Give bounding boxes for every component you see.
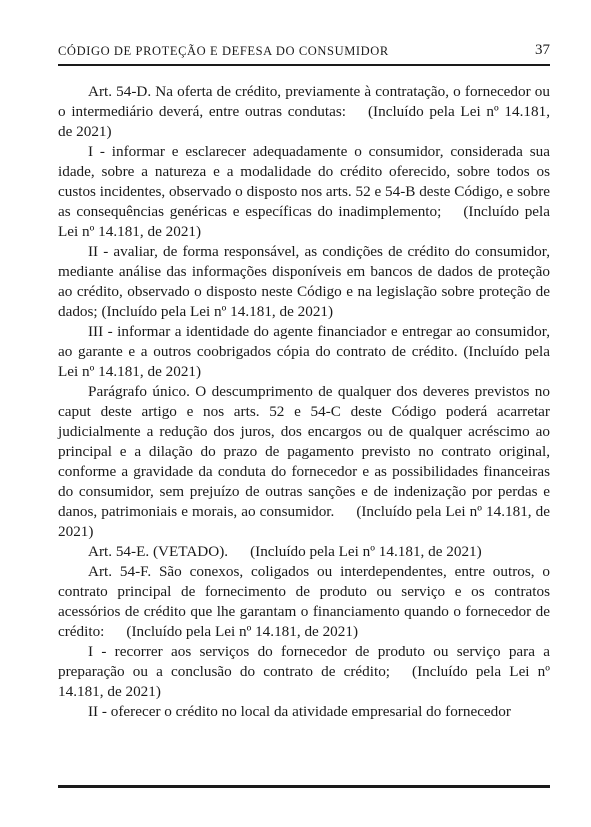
- amendment-note: (Incluído pela Lei nº 14.181, de 2021): [58, 663, 550, 700]
- amendment-note: (Incluído pela Lei nº 14.181, de 2021): [58, 203, 551, 240]
- paragraph-54f-item-ii: [58, 702, 550, 722]
- amendment-note: (Incluído pela Lei nº 14.181, de 2021): [101, 303, 334, 320]
- page-number: 37: [535, 42, 550, 58]
- paragraph-item-i: [58, 142, 550, 242]
- paragraph-text: Art. 54-D. Na oferta de crédito, previamente à contratação, o fornecedor ou o intermediário deverá, entre outras condutas:: [58, 83, 550, 120]
- paragraph-text: I - recorrer aos serviços do fornecedor de produto ou serviço para a preparação ou a conclusão do contrato de crédito;: [58, 643, 550, 680]
- paragraph-art-54d: [58, 82, 550, 142]
- paragraph-54f-item-i: [58, 642, 550, 702]
- paragraph-paragrafo-unico: [58, 382, 550, 542]
- header-rule: [58, 64, 550, 66]
- paragraph-text: II - avaliar, de forma responsável, as condições de crédito do consumidor, mediante análise das informações disponíveis em bancos de dados de proteção ao crédito, observado o disposto neste Código e na legislação sobre proteção de dados;: [58, 243, 550, 320]
- paragraph-text: II - oferecer o crédito no local da atividade empresarial do fornecedor: [88, 703, 511, 720]
- document-body: [58, 82, 550, 722]
- paragraph-text: Art. 54-F. São conexos, coligados ou interdependentes, entre outros, o contrato principal de fornecimento de produto ou serviço e os contratos acessórios de crédito que lhe garantam o financiamento quando o fornecedor de crédito:: [58, 563, 550, 640]
- paragraph-text: Art. 54-E. (VETADO).: [88, 543, 229, 560]
- paragraph-text: I - informar e esclarecer adequadamente o consumidor, considerada sua idade, sobre a natureza e a modalidade do crédito oferecido, sobre todos os custos incidentes, observado o disposto nos arts. 52 e 54-B deste Código, e sobre as consequências genéricas e específicas do inadimplemento;: [58, 143, 550, 220]
- running-title: CÓDIGO DE PROTEÇÃO E DEFESA DO CONSUMIDOR: [58, 44, 389, 58]
- amendment-note: (Incluído pela Lei nº 14.181, de 2021): [58, 343, 551, 380]
- amendment-note: (Incluído pela Lei nº 14.181, de 2021): [126, 623, 359, 640]
- paragraph-item-ii: [58, 242, 550, 322]
- page-header: [58, 42, 550, 62]
- amendment-note: (Incluído pela Lei nº 14.181, de 2021): [58, 503, 550, 540]
- amendment-note: (Incluído pela Lei nº 14.181, de 2021): [250, 543, 482, 560]
- paragraph-text: III - informar a identidade do agente financiador e entregar ao consumidor, ao garante e a outros coobrigados cópia do contrato de crédito.: [58, 323, 550, 360]
- paragraph-item-iii: [58, 322, 550, 382]
- amendment-note: (Incluído pela Lei nº 14.181, de 2021): [58, 103, 550, 140]
- footer-rule: [58, 785, 550, 788]
- paragraph-art-54e: [58, 542, 550, 562]
- paragraph-art-54f: [58, 562, 550, 642]
- paragraph-text: Parágrafo único. O descumprimento de qualquer dos deveres previstos no caput deste artigo e nos arts. 52 e 54-C deste Código poderá acarretar judicialmente a redução dos juros, dos encargos ou de qualquer acréscimo ao principal e a dilação do prazo de pagamento previsto no contrato original, conforme a gravidade da conduta do fornecedor e as possibilidades financeiras do consumidor, sem prejuízo de outras sanções e de indenização por perdas e danos, patrimoniais e morais, ao consumidor.: [58, 383, 550, 520]
